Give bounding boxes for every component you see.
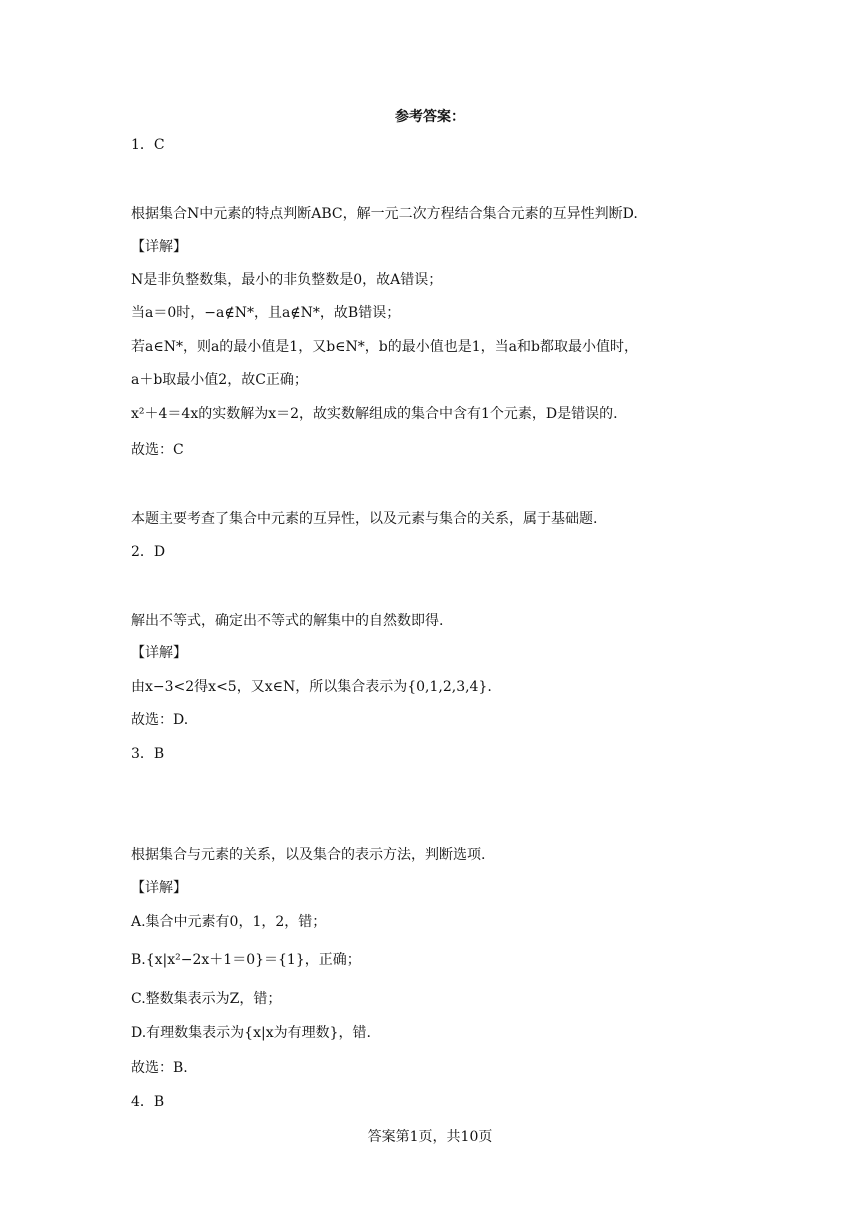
q1-detail-tag: 【详解】 [131, 239, 187, 255]
q1-choose: 故选：C [131, 442, 184, 458]
q1-detail-line-4: a＋b取最小值2，故C正确； [131, 372, 308, 388]
q1-detail-line-5: x²＋4＝4x的实数解为x＝2，故实数解组成的集合中含有1个元素，D是错误的. [131, 406, 618, 422]
q1-detail-line-1: N是非负整数集，最小的非负整数是0，故A错误； [131, 272, 443, 288]
q2-detail-tag: 【详解】 [131, 645, 187, 661]
q2-choose: 故选：D. [131, 712, 189, 728]
q2-analysis: 解出不等式，确定出不等式的解集中的自然数即得. [131, 613, 444, 629]
q3-option-a: A.集合中元素有0，1，2，错； [131, 914, 327, 930]
q3-option-d: D.有理数集表示为{x|x为有理数}，错. [131, 1025, 371, 1041]
q1-answer: 1．C [131, 137, 165, 153]
q2-answer: 2．D [131, 544, 166, 560]
q1-analysis: 根据集合N中元素的特点判断ABC，解一元二次方程结合集合元素的互异性判断D. [131, 206, 638, 222]
q1-comment: 本题主要考查了集合中元素的互异性，以及元素与集合的关系，属于基础题. [131, 511, 598, 527]
q2-detail-line-1: 由x−3<2得x<5，又x∈N，所以集合表示为{0,1,2,3,4}. [131, 679, 492, 695]
q1-detail-line-3: 若a∈N*，则a的最小值是1，又b∈N*，b的最小值也是1，当a和b都取最小值时， [131, 339, 638, 355]
q3-option-b: B.{x|x²−2x＋1＝0}＝{1}，正确； [131, 952, 361, 968]
page-footer: 答案第1页，共10页 [367, 1129, 493, 1145]
q4-answer: 4．B [131, 1094, 165, 1110]
q3-detail-tag: 【详解】 [131, 880, 187, 896]
q3-option-c: C.整数集表示为Z，错； [131, 991, 282, 1007]
q3-answer: 3．B [131, 746, 165, 762]
q3-analysis: 根据集合与元素的关系，以及集合的表示方法，判断选项. [131, 847, 486, 863]
q1-detail-line-2: 当a＝0时，−a∉N*，且a∉N*，故B错误； [131, 305, 401, 321]
page-title: 参考答案： [395, 109, 465, 125]
q3-choose: 故选：B. [131, 1060, 188, 1076]
